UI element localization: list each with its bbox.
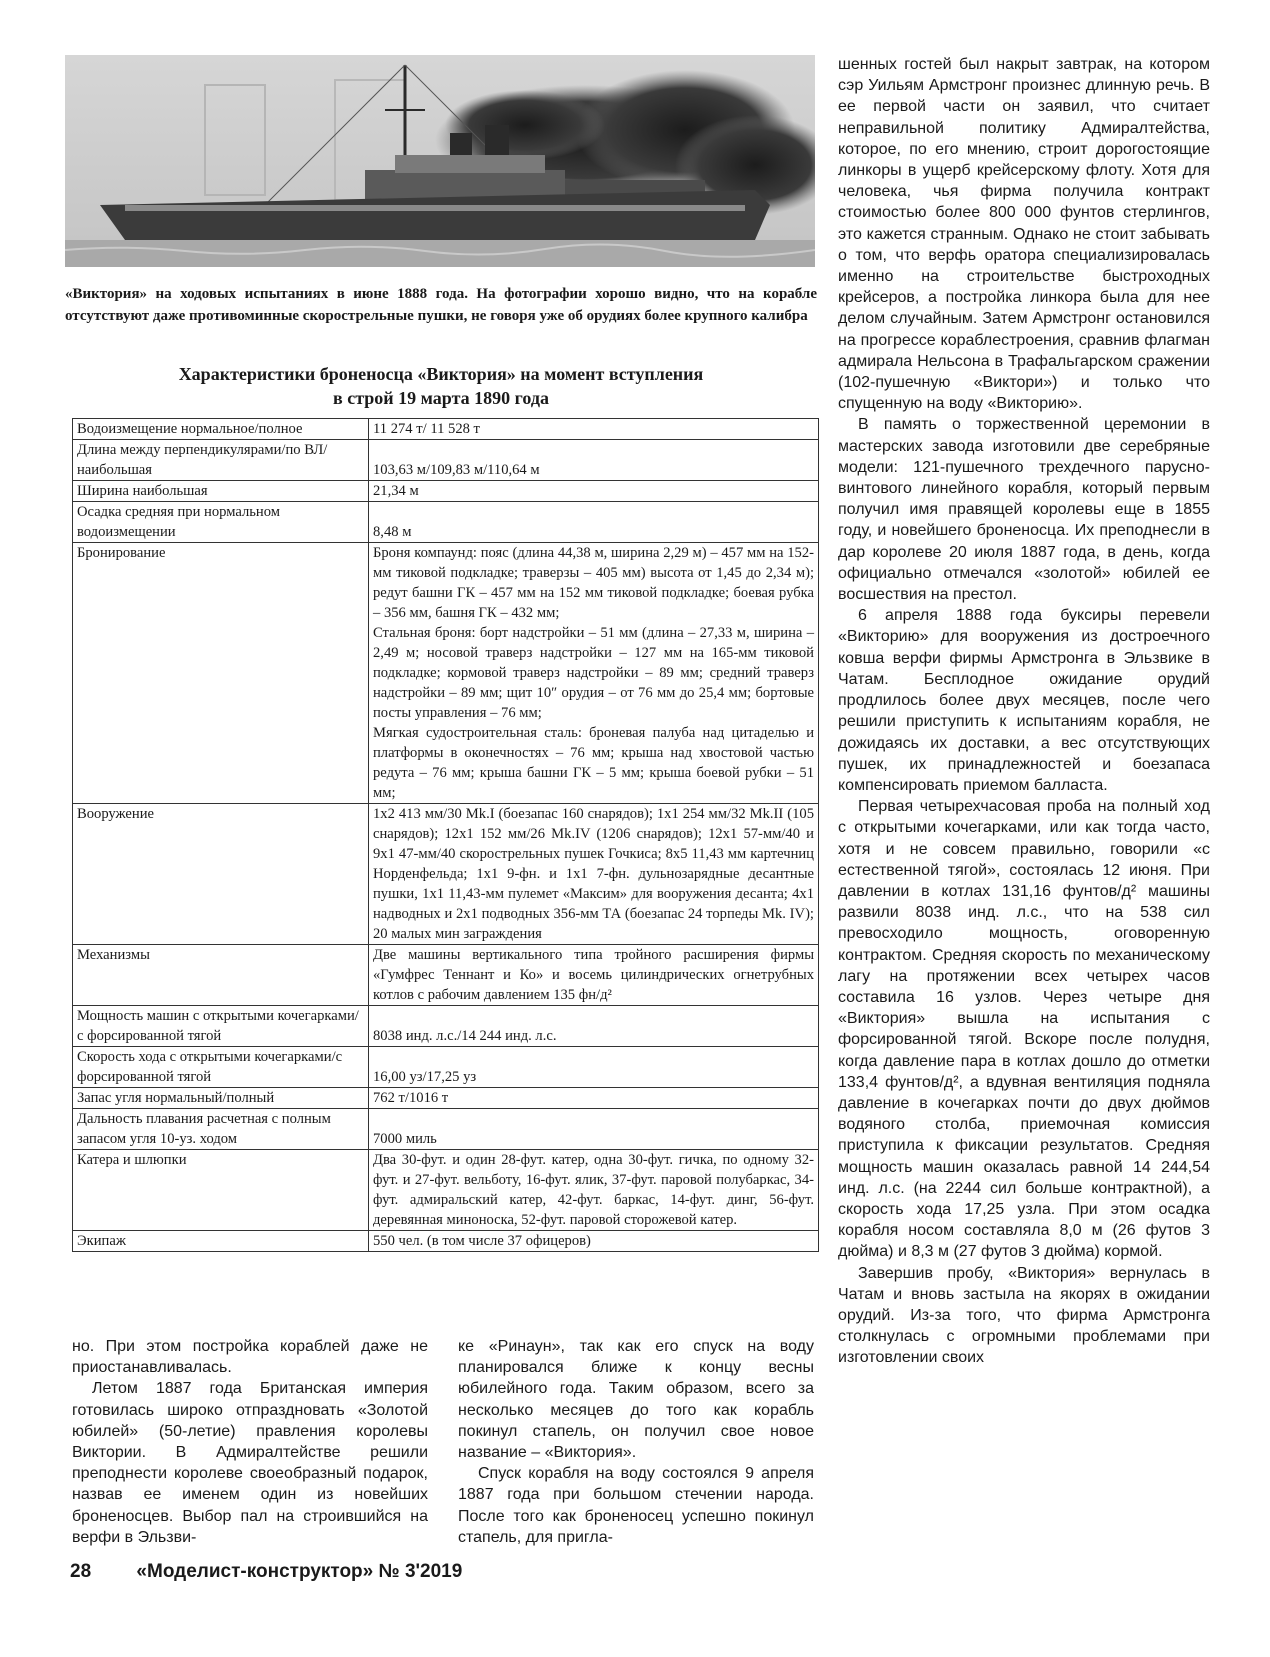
param-cell: Катера и шлюпки — [73, 1150, 369, 1231]
photo-caption: «Виктория» на ходовых испытаниях в июне 1888 года. На фотографии хорошо видно, что на корабле отсутствуют даже противоминные скорострельные пушки, не говоря уже об орудиях более крупного калибра — [65, 286, 817, 324]
param-cell: Вооружение — [73, 804, 369, 945]
value-cell: 16,00 уз/17,25 уз — [369, 1047, 819, 1088]
text-column-middle — [458, 1336, 814, 1548]
param-cell: Дальность плавания расчетная с полным запасом угля 10-уз. ходом — [73, 1109, 369, 1150]
armor-compound: Броня компаунд: пояс (длина 44,38 м, ширина 2,29 м) – 457 мм на 152-мм тиковой подкладке; траверзы – 405 мм) высота от 1,45 до 2,34 м); редут башни ГК – 457 мм на 152 мм тиковой подкладке; боевая рубка – 356 мм, башня ГК – 432 мм; — [373, 545, 814, 621]
value-cell: 7000 миль — [369, 1109, 819, 1150]
table-row — [73, 804, 819, 945]
table-row — [73, 1006, 819, 1047]
value-cell: 762 т/1016 т — [369, 1088, 819, 1109]
paragraph: 6 апреля 1888 года буксиры перевели «Викторию» для вооружения из достроечного ковша верфи фирмы Армстронга в Эльзвике в Чатам. Бесплодное ожидание орудий продлилось более двух месяцев, после чего решили приступить к испытаниям корабля, не дожидаясь их доставки, а вес отсутствующих пушек, их принадлежностей и боезапаса компенсировать приемом балласта. — [838, 607, 1210, 794]
param-cell: Водоизмещение нормальное/полное — [73, 419, 369, 440]
paragraph: Летом 1887 года Британская империя готовилась широко отпраздновать «Золотой юбилей» (50-летие) правления королевы Виктории. В Адмиралтействе решили преподнести королеве своеобразный подарок, назвав ее именем один из новейших броненосцев. Выбор пал на строившийся на верфи в Эльзви- — [72, 1380, 428, 1546]
value-cell: 11 274 т/ 11 528 т — [369, 419, 819, 440]
table-row — [73, 945, 819, 1006]
ship-photo — [65, 55, 815, 267]
param-cell: Скорость хода с открытыми кочегарками/с форсированной тягой — [73, 1047, 369, 1088]
specs-table — [72, 418, 819, 1252]
table-row — [73, 419, 819, 440]
armor-mild-steel: Мягкая судостроительная сталь: броневая палуба над цитаделью и платформы в оконечностях – 76 мм; крыша над хвостовой частью редута – 76 мм; крыша башни ГК – 5 мм; крыша боевой рубки – 51 мм; — [373, 725, 814, 801]
table-row — [73, 1150, 819, 1231]
table-row — [73, 1109, 819, 1150]
text-column-right — [838, 54, 1210, 1369]
value-cell: 21,34 м — [369, 481, 819, 502]
armor-steel: Стальная броня: борт надстройки – 51 мм (длина – 27,33 м, ширина – 2,49 м; носовой траверз надстройки – 127 мм на 165-мм тиковой подкладке; кормовой траверз надстройки – 89 мм; средний траверз надстройки – 89 мм; щит 10″ орудия – от 76 мм до 25,4 мм; бортовые посты управления – 76 мм; — [373, 625, 814, 721]
table-row — [73, 1047, 819, 1088]
param-cell: Длина между перпендикулярами/по ВЛ/наибольшая — [73, 440, 369, 481]
page-number: 28 — [70, 1561, 92, 1582]
paragraph: В память о торжественной церемонии в мастерских завода изготовили две серебряные модели: 121-пушечного трехдечного парусно-винтового линейного корабля, который первым получил имя правящей королевы еще в 1855 году, и новейшего броненосца. Их преподнесли в дар королеве 20 июля 1887 года, в день, когда официально отмечался «золотой» юбилей ее восшествия на престол. — [838, 416, 1210, 604]
param-cell: Экипаж — [73, 1231, 369, 1252]
param-cell: Мощность машин с открытыми кочегарками/с форсированной тягой — [73, 1006, 369, 1047]
paragraph: ке «Ринаун», так как его спуск на воду планировался ближе к концу весны юбилейного года. Таким образом, всего за несколько месяцев до того как корабль покинул стапель, он получил свое новое название – «Виктория». — [458, 1338, 814, 1462]
page-footer — [70, 1561, 462, 1583]
param-cell: Бронирование — [73, 543, 369, 804]
paragraph: Завершив пробу, «Виктория» вернулась в Чатам и вновь застыла на якорях в ожидании орудий. Из-за того, что фирма Армстронга столкнулась с огромными проблемами при изготовлении своих — [838, 1264, 1210, 1367]
param-cell: Осадка средняя при нормальном водоизмещении — [73, 502, 369, 543]
table-title — [65, 362, 817, 410]
table-row — [73, 543, 819, 804]
table-row — [73, 502, 819, 543]
text-column-left — [72, 1336, 428, 1548]
paragraph: но. При этом постройка кораблей даже не приостанавливалась. — [72, 1338, 428, 1377]
table-row — [73, 440, 819, 481]
value-cell — [369, 543, 819, 804]
value-cell: 8038 инд. л.с./14 244 инд. л.с. — [369, 1006, 819, 1047]
value-cell: 1x2 413 мм/30 Mk.I (боезапас 160 снарядов); 1x1 254 мм/32 Mk.II (105 снарядов); 12x1 152 мм/26 Mk.IV (1206 снарядов); 12x1 57-мм/40 и 9x1 47-мм/40 скорострельных пушек Гочкиса; 8x5 11,43 мм картечниц Норденфельда; 1x1 9-фн. и 1x1 7-фн. дульнозарядные десантные пушки, 1x1 11,43-мм пулемет «Максим» для вооружения десанта; 4x1 надводных и 2x1 подводных 356-мм ТА (боезапас 24 торпеды Mk. IV); 20 малых мин заграждения — [369, 804, 819, 945]
table-row — [73, 1088, 819, 1109]
value-cell: Два 30-фут. и один 28-фут. катер, одна 30-фут. гичка, по одному 32-фут. и 27-фут. вельботу, 16-фут. ялик, 37-фут. паровой полубаркас, 34-фут. адмиральский катер, 42-фут. баркас, 14-фут. динг, 56-фут. деревянная миноноска, 52-фут. паровой сторожевой катер. — [369, 1150, 819, 1231]
paragraph: шенных гостей был накрыт завтрак, на котором сэр Уильям Армстронг произнес длинную речь. В ее первой части он заявил, что считает неправильной политику Адмиралтейства, которое, по его мнению, строит дорогостоящие линкоры в ущерб крейсерскому флоту. Хотя для человека, чья фирма получила контракт стоимостью более 800 000 фунтов стерлингов, это кажется странным. Однако не стоит забывать о том, что верфь оратора специализировалась именно на строительстве быстроходных крейсеров, а постройка линкора была для нее делом случайным. Затем Армстронг остановился на прогрессе кораблестроения, сравнив флагман адмирала Нельсона в Трафальгарском сражении (102-пушечную «Виктори») и только что спущенную на воду «Викторию». — [838, 56, 1210, 413]
ship-illustration — [65, 55, 815, 267]
value-cell: 550 чел. (в том числе 37 офицеров) — [369, 1231, 819, 1252]
value-cell: Две машины вертикального типа тройного расширения фирмы «Гумфрес Теннант и Ко» и восемь цилиндрических огнетрубных котлов с рабочим давлением 135 фн/д² — [369, 945, 819, 1006]
table-row — [73, 1231, 819, 1252]
paragraph: Спуск корабля на воду состоялся 9 апреля 1887 года при большом стечении народа. После того как броненосец успешно покинул стапель, для пригла- — [458, 1465, 814, 1546]
magazine-title: «Моделист-конструктор» № 3'2019 — [136, 1561, 463, 1582]
value-cell: 103,63 м/109,83 м/110,64 м — [369, 440, 819, 481]
param-cell: Запас угля нормальный/полный — [73, 1088, 369, 1109]
table-row — [73, 481, 819, 502]
table-title-line-1: Характеристики броненосца «Виктория» на момент вступления — [178, 364, 704, 384]
table-title-line-2: в строй 19 марта 1890 года — [333, 388, 549, 408]
value-cell: 8,48 м — [369, 502, 819, 543]
paragraph: Первая четырехчасовая проба на полный ход с открытыми кочегарками, или как тогда часто, хотя и не совсем правильно, говорили «с естественной тягой», состоялась 12 июня. При давлении в котлах 131,16 фунтов/д² машины развили 8038 инд. л.с., что на 538 сил превосходило мощность, оговоренную контрактом. Средняя скорость по механическому лагу на протяжении всех четырех часов составила 16 узлов. Через четыре дня «Виктория» вышла на испытания с форсированной тягой. Вскоре после полудня, когда давление пара в котлах дошло до отметки 133,4 фунтов/д², а вдувная вентиляция подняла давление в кочегарках почти до двух дюймов водяного столба, приемочная комиссия приступила к фиксации результатов. Средняя мощность машин оказалась равной 14 244,54 инд. л.с. (на 2244 сил больше контрактной), а скорость хода 17,25 узла. При этом осадка корабля носом составляла 8,0 м (26 футов 3 дюйма) и 8,3 м (27 футов 3 дюйма) кормой. — [838, 798, 1210, 1261]
param-cell: Механизмы — [73, 945, 369, 1006]
param-cell: Ширина наибольшая — [73, 481, 369, 502]
